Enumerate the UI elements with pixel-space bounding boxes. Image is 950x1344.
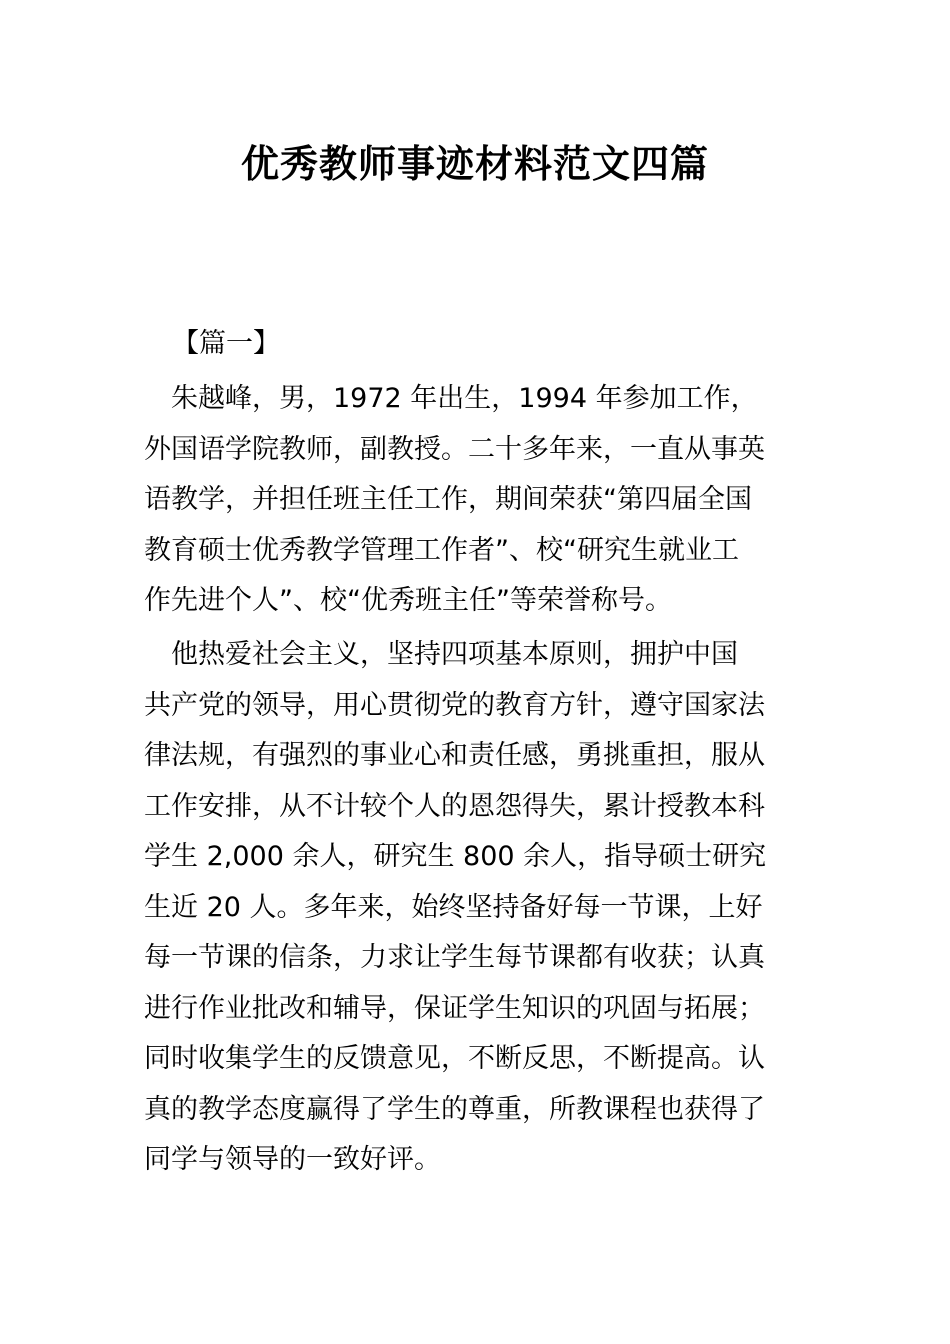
paragraph-line: 朱越峰，男，1972 年出生，1994 年参加工作， [144,383,758,414]
paragraph-line: 同学与领导的一致好评。 [144,1144,441,1175]
paragraph-line: 教育硕士优秀教学管理工作者”、校“研究生就业工 [144,534,739,566]
paragraph-1 [144,374,808,627]
paragraph-line: 每一节课的信条，力求让学生每节课都有收获；认真 [144,942,765,973]
paragraph-line: 他热爱社会主义，坚持四项基本原则，拥护中国 [144,639,738,670]
paragraph-line: 同时收集学生的反馈意见，不断反思，不断提高。认 [144,1043,765,1074]
paragraph-line: 真的教学态度赢得了学生的尊重，所教课程也获得了 [144,1093,765,1125]
paragraph-line: 语教学，并担任班主任工作，期间荣获“第四届全国 [144,484,752,515]
paragraph-line: 律法规，有强烈的事业心和责任感，勇挑重担，服从 [144,740,765,771]
paragraph-line: 外国语学院教师，副教授。二十多年来，一直从事英 [144,433,765,465]
paragraph-line: 工作安排，从不计较个人的恩怨得失，累计授教本科 [144,790,765,822]
section-heading: 【篇一】 [172,328,280,359]
paragraph-line: 作先进个人”、校“优秀班主任”等荣誉称号。 [144,585,672,616]
document-title: 优秀教师事迹材料范文四篇 [240,142,709,186]
paragraph-line: 学生 2,000 余人，研究生 800 余人，指导硕士研究 [144,841,767,872]
paragraph-line: 生近 20 人。多年来，始终坚持备好每一节课，上好 [144,891,763,923]
paragraph-2 [144,630,808,1186]
paragraph-line: 共产党的领导，用心贯彻党的教育方针，遵守国家法 [144,689,765,721]
paragraph-line: 进行作业批改和辅导，保证学生知识的巩固与拓展； [144,992,765,1024]
